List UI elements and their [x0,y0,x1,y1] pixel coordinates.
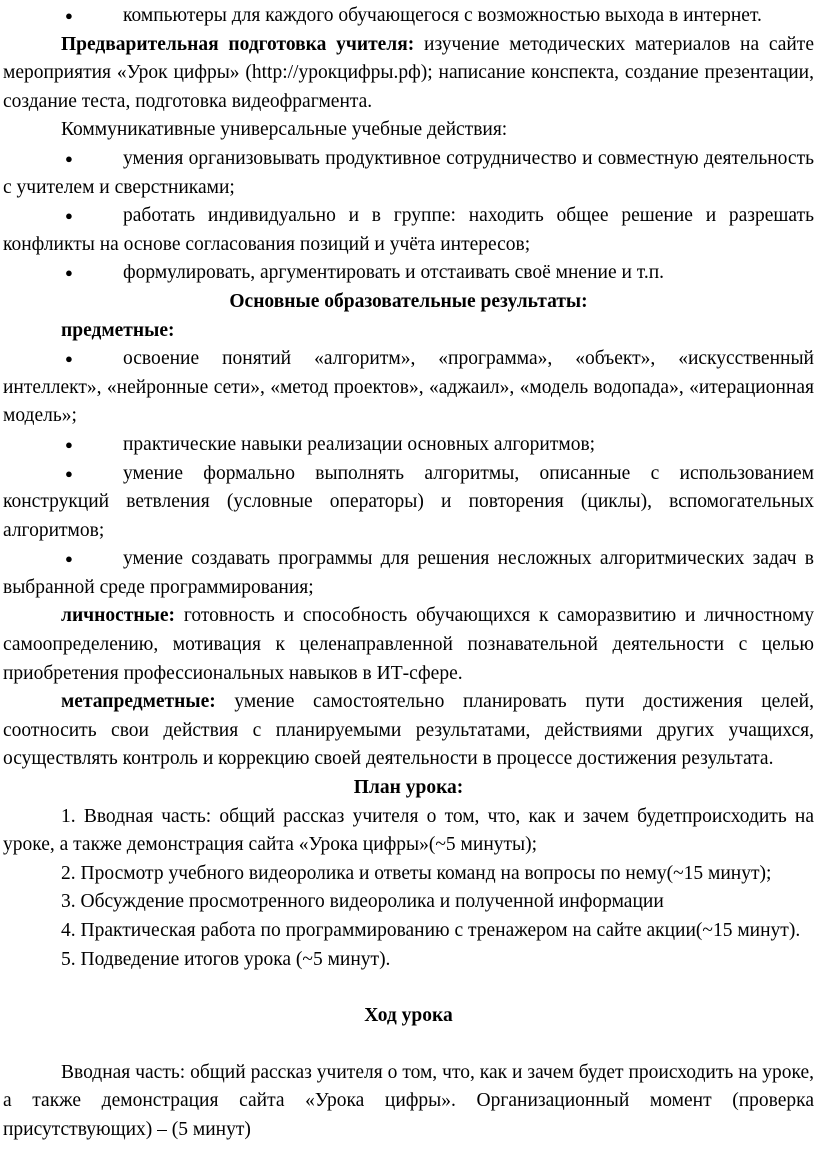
subject-label: предметные: [61,319,175,341]
bullet-icon: ● [65,551,73,567]
results-heading: Основные образовательные результаты: [229,290,588,312]
spacer [3,974,814,1002]
bullet-item: ● умение формально выполнять алгоритмы, описанные с использованием конструкций ветвления (условные операторы) и повторения (циклы), вспомогательных алгоритмов; [3,460,814,546]
spacer [3,1031,814,1059]
bullet-item: ● умения организовывать продуктивное сотрудничество и совместную деятельность с учителем и сверстниками; [3,145,814,202]
plan-heading: План урока: [353,777,464,799]
bullet-item: ● формулировать, аргументировать и отстаивать своё мнение и т.п. [3,259,814,288]
bullet-icon: ● [65,465,73,481]
plan-item: 4. Практическая работа по программированию с тренажером на сайте акции(~15 минут). [61,920,801,941]
plan-item: 5. Подведение итогов урока (~5 минут). [61,948,391,970]
bullet-item: ● компьютеры для каждого обучающегося с возможностью выхода в интернет. [3,2,814,31]
personal-paragraph: личностные: готовность и способность обучающихся к саморазвитию и личностному самоопределению, мотивация к целенаправленной познавательной деятельности с целью приобретения профессиональных навыков в ИТ-сфере. [3,605,814,684]
bullet-icon: ● [65,265,73,281]
course-heading: Ход урока [364,1005,453,1027]
bullet-item: ● освоение понятий «алгоритм», «программа», «объект», «искусственный интеллект», «нейронные сети», «метод проектов», «аджаил», «модель водопада», «итерационная модель»; [3,345,814,431]
bullet-icon: ● [65,150,73,166]
bullet-icon: ● [65,8,73,23]
communicative-heading: Коммуникативные универсальные учебные действия: [61,119,508,141]
bullet-icon: ● [65,208,73,224]
bullet-item: ● умение создавать программы для решения несложных алгоритмических задач в выбранной среде программирования; [3,545,814,602]
plan-item: 2. Просмотр учебного видеоролика и ответы команд на вопросы по нему(~15 минут); [61,862,772,884]
meta-paragraph: метапредметные: умение самостоятельно планировать пути достижения целей, соотносить свои действия с планируемыми результатами, действиями других учащихся, осуществлять контроль и коррекцию своей деятельности в процессе достижения результата. [3,691,814,770]
teacher-prep-paragraph: Предварительная подготовка учителя: изучение методических материалов на сайте мероприятия «Урок цифры» (http://урокцифры.рф); написание конспекта, создание презентации, создание теста, подготовка видеофрагмента. [3,33,814,112]
bullet-item: ● работать индивидуально и в группе: находить общее решение и разрешать конфликты на основе согласования позиций и учёта интересов; [3,202,814,259]
plan-item: 3. Обсуждение просмотренного видеоролика и полученной информации [61,891,664,913]
intro-paragraph: Вводная часть: общий рассказ учителя о том, что, как и зачем будет происходить на уроке, а также демонстрация сайта «Урока цифры». Организационный момент (проверка присутствующих) – (5 минут) [3,1061,814,1140]
plan-item: 1. Вводная часть: общий рассказ учителя о том, что, как и зачем будетпроисходить на уроке, а также демонстрация сайта «Урока цифры»(~5 минуты); [3,805,814,856]
bullet-icon: ● [65,351,73,367]
bullet-icon: ● [65,436,73,452]
bullet-item: ● практические навыки реализации основных алгоритмов; [3,431,814,460]
